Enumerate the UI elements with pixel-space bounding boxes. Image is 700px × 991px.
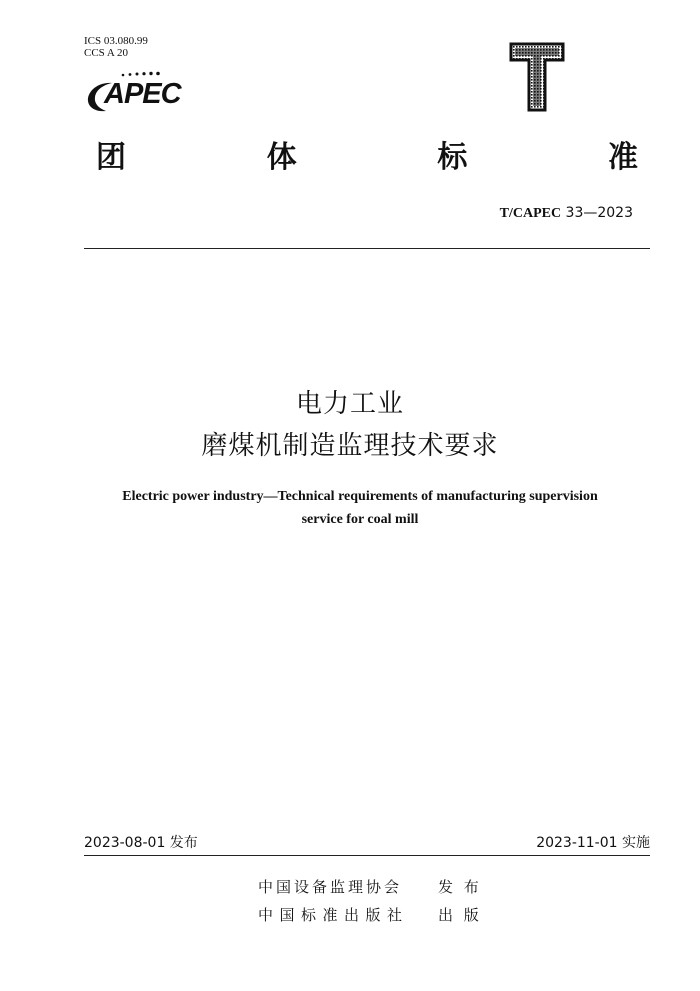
press-role: 出 版 [438, 906, 482, 924]
capec-logo: APEC [104, 78, 181, 110]
top-divider [84, 248, 650, 249]
logo-dots-icon [120, 70, 166, 78]
title-cn-line1: 电力工业 [295, 389, 404, 419]
standard-number [500, 205, 633, 222]
implement-date: 2023-11-01 实施 [536, 835, 650, 851]
title-en-line2: service for coal mill [301, 512, 419, 527]
standard-type-char: 准 [607, 140, 638, 175]
title-en-line1: Electric power industry—Technical requirements of manufacturing supervision [122, 489, 598, 504]
ccs-code: CCS A 20 [84, 47, 129, 59]
standard-number-prefix: T/CAPEC [499, 206, 562, 221]
title-cn-line2: 磨煤机制造监理技术要求 [201, 431, 499, 461]
standard-number-value: 33—2023 [565, 205, 633, 221]
publisher-role: 发 布 [438, 878, 482, 896]
standard-type-t-mark [507, 40, 567, 114]
publisher-org: 中国设备监理协会 [258, 878, 403, 896]
bottom-divider [84, 855, 650, 856]
standard-type-char: 体 [266, 140, 297, 175]
press-org: 中国标准出版社 [258, 906, 409, 924]
standard-type-char: 团 [96, 140, 126, 175]
ics-code: ICS 03.080.99 [84, 35, 148, 47]
standard-type-heading [96, 140, 638, 176]
issue-date: 2023-08-01 发布 [84, 835, 198, 851]
standard-type-char: 标 [437, 140, 468, 175]
